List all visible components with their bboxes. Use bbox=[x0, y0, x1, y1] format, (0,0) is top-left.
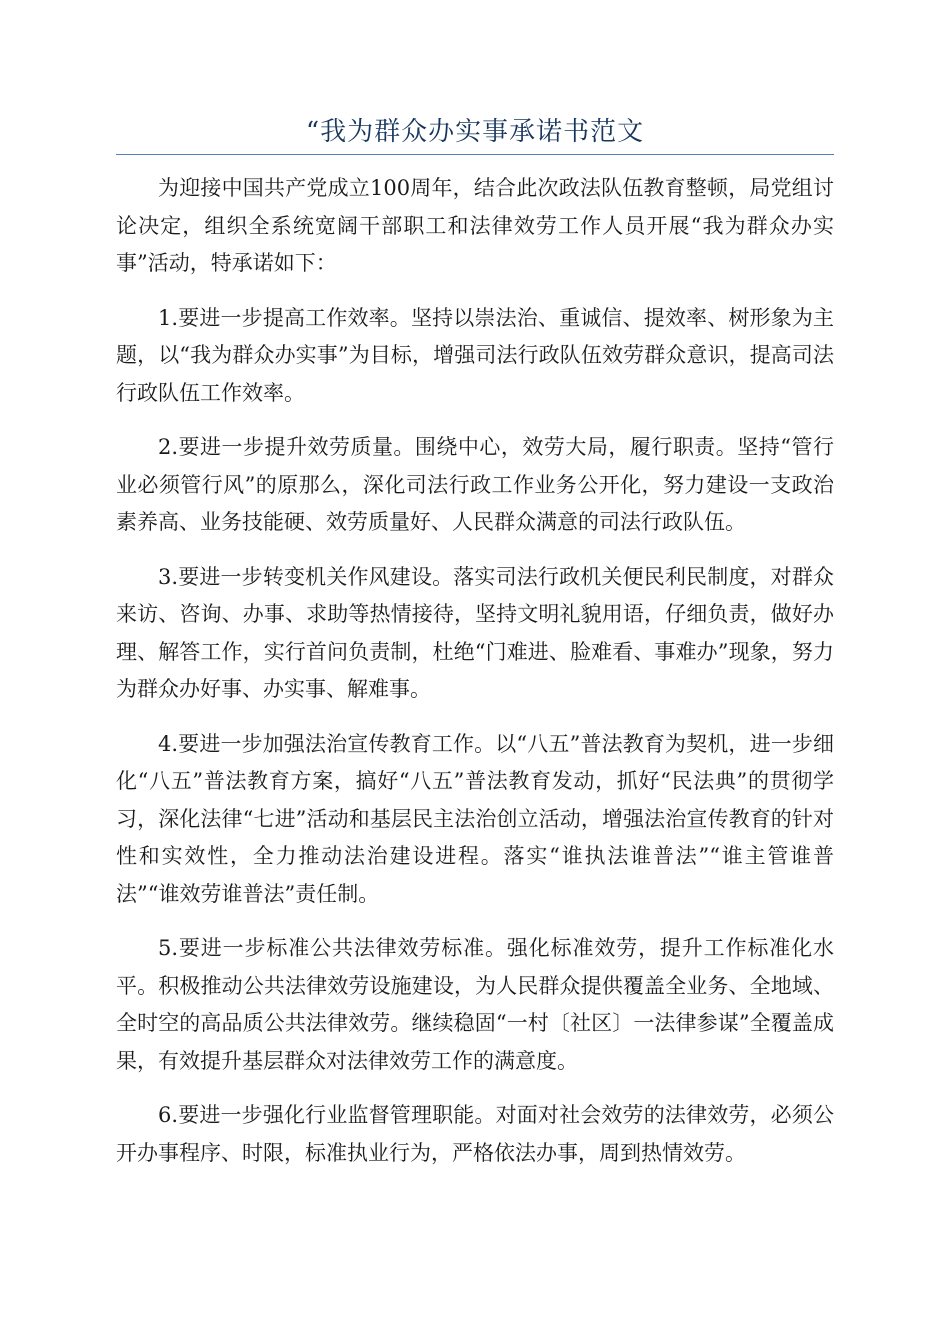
title-underline bbox=[116, 154, 834, 155]
commitment-paragraph-1: 1.要进一步提高工作效率。坚持以崇法治、重诚信、提效率、树形象为主题，以“我为群众办实事”为目标，增强司法行政队伍效劳群众意识，提高司法行政队伍工作效率。 bbox=[116, 305, 834, 405]
intro-paragraph: 为迎接中国共产党成立100周年，结合此次政法队伍教育整顿，局党组讨论决定，组织全系统宽阔干部职工和法律效劳工作人员开展“我为群众办实事”活动，特承诺如下： bbox=[116, 176, 834, 275]
document-body bbox=[116, 170, 834, 1189]
commitment-paragraph-5: 5.要进一步标准公共法律效劳标准。强化标准效劳，提升工作标准化水平。积极推动公共法律效劳设施建设，为人民群众提供覆盖全业务、全地域、全时空的高品质公共法律效劳。继续稳固“一村〔社区〕一法律参谋”全覆盖成果，有效提升基层群众对法律效劳工作的满意度。 bbox=[116, 936, 834, 1073]
commitment-paragraph-3: 3.要进一步转变机关作风建设。落实司法行政机关便民利民制度，对群众来访、咨询、办事、求助等热情接待，坚持文明礼貌用语，仔细负责，做好办理、解答工作，实行首问负责制，杜绝“门难进、脸难看、事难办”现象，努力为群众办好事、办实事、解难事。 bbox=[116, 564, 834, 701]
commitment-paragraph-6: 6.要进一步强化行业监督管理职能。对面对社会效劳的法律效劳，必须公开办事程序、时限，标准执业行为，严格依法办事，周到热情效劳。 bbox=[116, 1103, 834, 1165]
document-title: “我为群众办实事承诺书范文 bbox=[305, 117, 645, 147]
commitment-paragraph-4: 4.要进一步加强法治宣传教育工作。以“八五”普法教育为契机，进一步细化“八五”普法教育方案，搞好“八五”普法教育发动，抓好“民法典”的贯彻学习，深化法律“七进”活动和基层民主法治创立活动，增强法治宣传教育的针对性和实效性，全力推动法治建设进程。落实“谁执法谁普法”“谁主管谁普法”“谁效劳谁普法”责任制。 bbox=[116, 731, 834, 906]
commitment-paragraph-2: 2.要进一步提升效劳质量。围绕中心，效劳大局，履行职责。坚持“管行业必须管行风”的原那么，深化司法行政工作业务公开化，努力建设一支政治素养高、业务技能硬、效劳质量好、人民群众满意的司法行政队伍。 bbox=[116, 435, 834, 534]
